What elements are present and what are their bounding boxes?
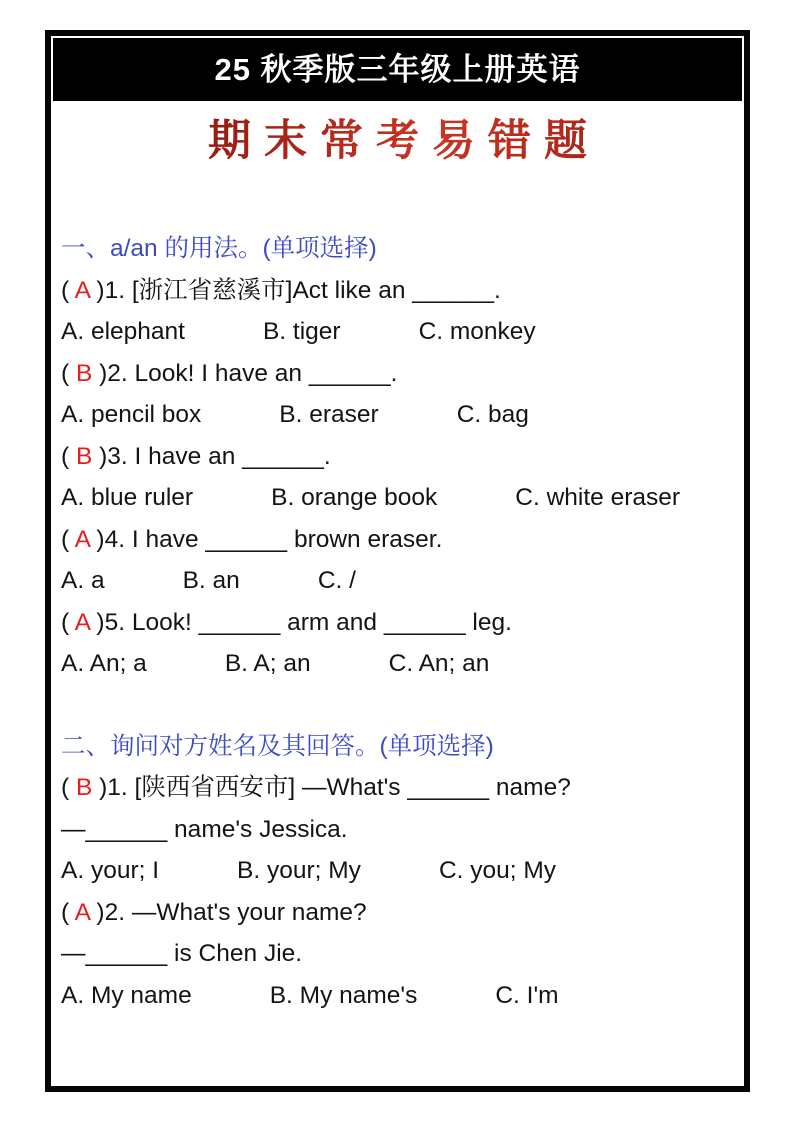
answer-letter: A bbox=[74, 898, 90, 926]
question-line bbox=[61, 436, 736, 478]
answer-letter: B bbox=[75, 442, 93, 470]
answer-letter: B bbox=[75, 359, 93, 387]
section-asking-names bbox=[61, 726, 736, 1017]
question-line bbox=[61, 892, 736, 934]
option-a: A. a bbox=[61, 567, 105, 594]
answer-paren-open: ( bbox=[61, 359, 76, 387]
option-c: C. An; an bbox=[388, 650, 490, 677]
option-b: B. your; My bbox=[237, 857, 361, 884]
question-text-continued: —______ is Chen Jie. bbox=[61, 940, 303, 967]
page-title: 期末常考易错题 bbox=[51, 110, 744, 172]
worksheet-page bbox=[45, 30, 750, 1092]
section-a-an-usage bbox=[61, 228, 736, 685]
options-row bbox=[61, 850, 736, 892]
section-heading: 二、询问对方姓名及其回答。(单项选择) bbox=[61, 732, 494, 760]
question-text: 2. Look! I have an ______. bbox=[107, 359, 398, 387]
answer-paren-close: ) bbox=[89, 276, 105, 304]
option-c: C. you; My bbox=[438, 857, 557, 884]
answer-paren-close: ) bbox=[89, 525, 105, 553]
question-text: 5. Look! ______ arm and ______ leg. bbox=[104, 608, 512, 636]
answer-paren-close: ) bbox=[92, 774, 108, 801]
answer-letter: A bbox=[74, 608, 90, 636]
question-line bbox=[61, 767, 736, 809]
answer-paren-close: ) bbox=[89, 898, 105, 926]
option-a: A. An; a bbox=[61, 650, 147, 677]
question-text: 1. [浙江省慈溪市]Act like an ______. bbox=[104, 276, 501, 304]
answer-paren-open: ( bbox=[61, 442, 76, 470]
question-text: 4. I have ______ brown eraser. bbox=[104, 525, 443, 553]
option-a: A. blue ruler bbox=[61, 484, 194, 511]
option-c: C. bag bbox=[456, 401, 529, 428]
options-row bbox=[61, 311, 736, 353]
option-b: B. an bbox=[182, 567, 240, 594]
answer-paren-close: ) bbox=[92, 359, 108, 387]
option-a: A. pencil box bbox=[61, 401, 202, 428]
option-b: B. tiger bbox=[262, 318, 341, 345]
option-a: A. your; I bbox=[61, 857, 160, 884]
worksheet-content bbox=[51, 228, 744, 1016]
option-a: A. My name bbox=[61, 981, 192, 1009]
options-row bbox=[61, 477, 736, 519]
question-line bbox=[61, 353, 736, 395]
question-line bbox=[61, 519, 736, 561]
question-text-continued: —______ name's Jessica. bbox=[61, 815, 348, 843]
options-row bbox=[61, 975, 736, 1017]
answer-paren-open: ( bbox=[61, 608, 75, 636]
question-line bbox=[61, 602, 736, 644]
answer-paren-close: ) bbox=[89, 608, 105, 636]
option-b: B. eraser bbox=[279, 401, 379, 428]
section-heading: 一、a/an 的用法。(单项选择) bbox=[61, 235, 377, 262]
options-row bbox=[61, 394, 736, 436]
option-c: C. / bbox=[317, 567, 356, 594]
answer-paren-open: ( bbox=[61, 276, 75, 304]
answer-paren-open: ( bbox=[61, 898, 75, 926]
option-b: B. orange book bbox=[271, 484, 438, 511]
answer-letter: A bbox=[74, 276, 90, 304]
question-text: 1. [陕西省西安市] —What's ______ name? bbox=[107, 774, 571, 801]
answer-letter: B bbox=[75, 774, 93, 801]
header-title: 25 秋季版三年级上册英语 bbox=[214, 52, 581, 87]
option-b: B. A; an bbox=[224, 650, 311, 677]
answer-paren-open: ( bbox=[61, 525, 75, 553]
header-bar bbox=[53, 38, 742, 101]
answer-paren-close: ) bbox=[92, 442, 108, 470]
question-line-2 bbox=[61, 933, 736, 975]
question-line-2 bbox=[61, 809, 736, 851]
answer-letter: A bbox=[74, 525, 90, 553]
answer-paren-open: ( bbox=[61, 774, 76, 801]
option-c: C. monkey bbox=[418, 318, 536, 345]
question-line bbox=[61, 270, 736, 312]
question-text: 2. —What's your name? bbox=[104, 898, 367, 926]
option-b: B. My name's bbox=[269, 981, 418, 1009]
options-row bbox=[61, 560, 736, 602]
question-text: 3. I have an ______. bbox=[107, 442, 331, 470]
option-c: C. white eraser bbox=[515, 484, 681, 511]
option-a: A. elephant bbox=[61, 318, 185, 345]
option-c: C. I'm bbox=[495, 981, 559, 1009]
options-row bbox=[61, 643, 736, 685]
